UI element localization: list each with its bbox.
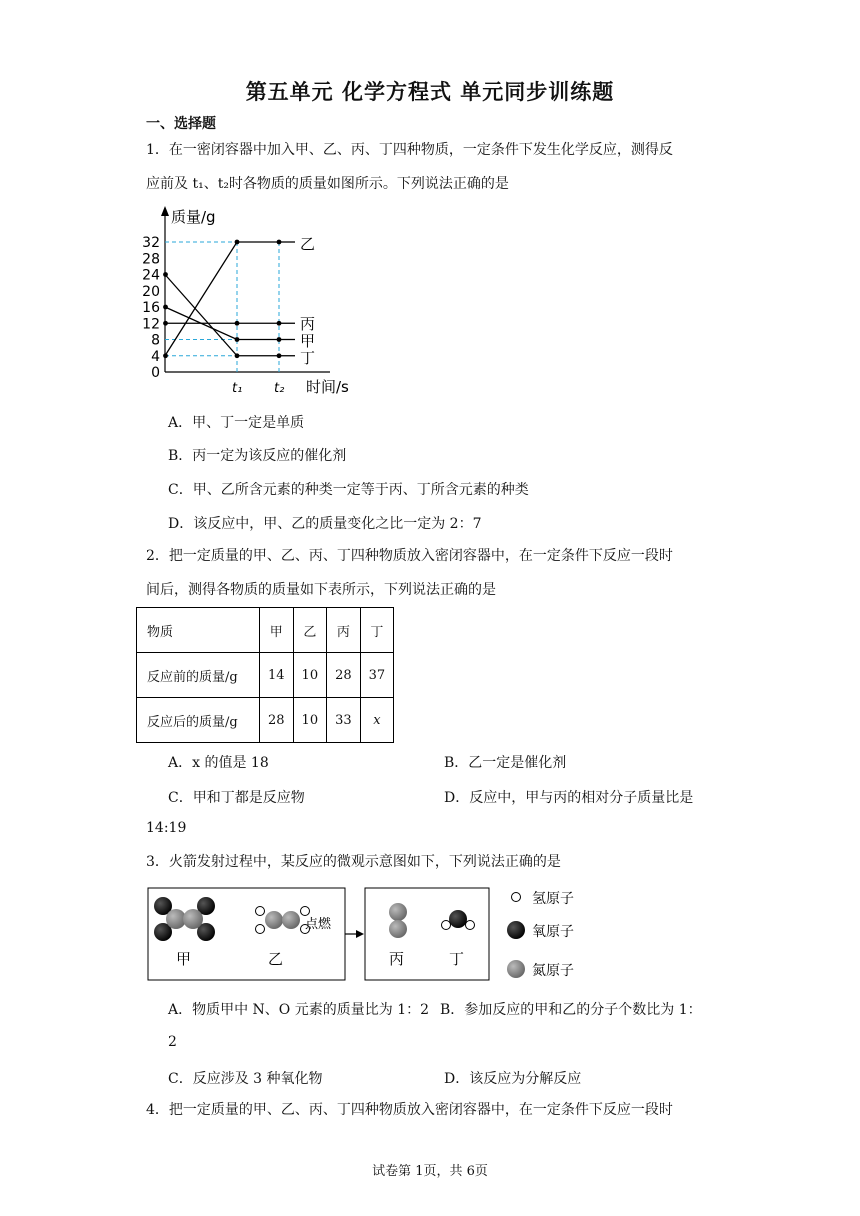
table-row — [137, 698, 394, 743]
molecule-jia — [154, 897, 215, 941]
table-header-cell: 丁 — [360, 608, 394, 653]
q1-option-d[interactable]: D．该反应中，甲、乙的质量变化之比一定为 2：7 — [168, 516, 482, 532]
table-header-cell: 丙 — [327, 608, 361, 653]
q1-option-b[interactable]: B．丙一定为该反应的催化剂 — [168, 448, 347, 464]
series-label-bing: 丙 — [300, 315, 316, 333]
q3-option-b[interactable]: B．参加反应的甲和乙的分子个数比为 1： — [440, 1002, 702, 1018]
table-cell: 28 — [327, 653, 361, 698]
table-cell: 33 — [327, 698, 361, 743]
legend-nitrogen-symbol — [507, 960, 525, 978]
page-title: 第五单元 化学方程式 单元同步训练题 — [245, 80, 615, 104]
label-bing: 丙 — [389, 950, 405, 968]
legend-hydrogen-symbol — [512, 893, 521, 902]
q3-option-b-continued: 2 — [168, 1034, 177, 1050]
q1-chart-labels — [140, 202, 360, 397]
label-yi: 乙 — [268, 950, 284, 968]
molecule-ding — [442, 910, 475, 930]
y-tick-label: 28 — [142, 251, 160, 268]
table-cell: 37 — [360, 653, 394, 698]
legend-oxygen-label: 氧原子 — [532, 924, 574, 940]
y-axis-label: 质量/g — [171, 208, 216, 226]
q2-mass-table — [136, 607, 394, 743]
q1-stem-line2: 应前及 t₁、t₂时各物质的质量如图所示。下列说法正确的是 — [146, 176, 509, 192]
y-tick-label: 32 — [142, 235, 160, 251]
y-tick-label: 24 — [142, 267, 160, 284]
y-tick-label: 8 — [151, 332, 160, 349]
arrow-head — [356, 930, 364, 938]
arrow-label: 点燃 — [305, 917, 332, 932]
x-tick-t1: t₁ — [232, 381, 243, 396]
table-cell: 10 — [293, 653, 327, 698]
y-tick-label: 20 — [142, 283, 160, 300]
label-ding: 丁 — [449, 950, 465, 968]
series-label-jia: 甲 — [300, 332, 316, 350]
q1-option-a[interactable]: A．甲、丁一定是单质 — [168, 415, 305, 431]
legend-oxygen-symbol — [507, 921, 525, 939]
table-cell: 14 — [260, 653, 294, 698]
table-cell: 反应后的质量/g — [137, 698, 260, 743]
table-header-cell: 乙 — [293, 608, 327, 653]
table-cell: 反应前的质量/g — [137, 653, 260, 698]
legend-nitrogen-label: 氮原子 — [532, 963, 574, 979]
q2-stem-line1: 2．把一定质量的甲、乙、丙、丁四种物质放入密闭容器中，在一定条件下反应一段时 — [146, 548, 673, 564]
table-cell: 10 — [293, 698, 327, 743]
section-heading: 一、选择题 — [146, 116, 216, 132]
page-footer: 试卷第 1页，共 6页 — [372, 1164, 488, 1179]
table-header-row — [137, 608, 394, 653]
q3-option-a[interactable]: A．物质甲中 N、O 元素的质量比为 1：2 — [168, 1002, 430, 1018]
x-tick-t2: t₂ — [274, 381, 285, 396]
y-tick-label: 0 — [151, 365, 160, 381]
q3-option-d[interactable]: D．该反应为分解反应 — [444, 1071, 582, 1087]
q2-option-c[interactable]: C．甲和丁都是反应物 — [168, 790, 305, 806]
table-header-cell: 甲 — [260, 608, 294, 653]
q4-stem-line1: 4．把一定质量的甲、乙、丙、丁四种物质放入密闭容器中，在一定条件下反应一段时 — [146, 1102, 673, 1118]
q1-stem-line1: 1．在一密闭容器中加入甲、乙、丙、丁四种物质，一定条件下发生化学反应，测得反 — [146, 142, 673, 158]
x-axis-label: 时间/s — [306, 378, 349, 396]
q2-option-b[interactable]: B．乙一定是催化剂 — [444, 755, 567, 771]
molecule-yi — [256, 907, 310, 934]
q2-option-a[interactable]: A．x 的值是 18 — [168, 755, 269, 771]
q2-option-d-continued: 14:19 — [146, 820, 187, 836]
legend-hydrogen-label: 氢原子 — [532, 891, 574, 907]
table-row — [137, 653, 394, 698]
q2-option-d[interactable]: D．反应中，甲与丙的相对分子质量比是 — [444, 790, 694, 806]
q3-option-c[interactable]: C．反应涉及 3 种氧化物 — [168, 1071, 323, 1087]
q2-stem-line2: 间后，测得各物质的质量如下表所示，下列说法正确的是 — [146, 582, 496, 598]
table-cell: 28 — [260, 698, 294, 743]
q1-option-c[interactable]: C．甲、乙所含元素的种类一定等于丙、丁所含元素的种类 — [168, 482, 529, 498]
table-cell: x — [360, 698, 394, 743]
label-jia: 甲 — [176, 950, 192, 968]
table-header-cell: 物质 — [137, 608, 260, 653]
molecule-bing — [389, 903, 407, 938]
q3-reaction-diagram — [140, 884, 600, 984]
q3-stem-line1: 3．火箭发射过程中，某反应的微观示意图如下，下列说法正确的是 — [146, 854, 561, 870]
series-label-ding: 丁 — [300, 349, 316, 367]
y-tick-label: 12 — [142, 316, 160, 333]
products-box — [365, 888, 489, 980]
series-label-yi: 乙 — [300, 235, 316, 253]
y-tick-label: 4 — [151, 348, 160, 365]
y-tick-label: 16 — [142, 300, 160, 316]
